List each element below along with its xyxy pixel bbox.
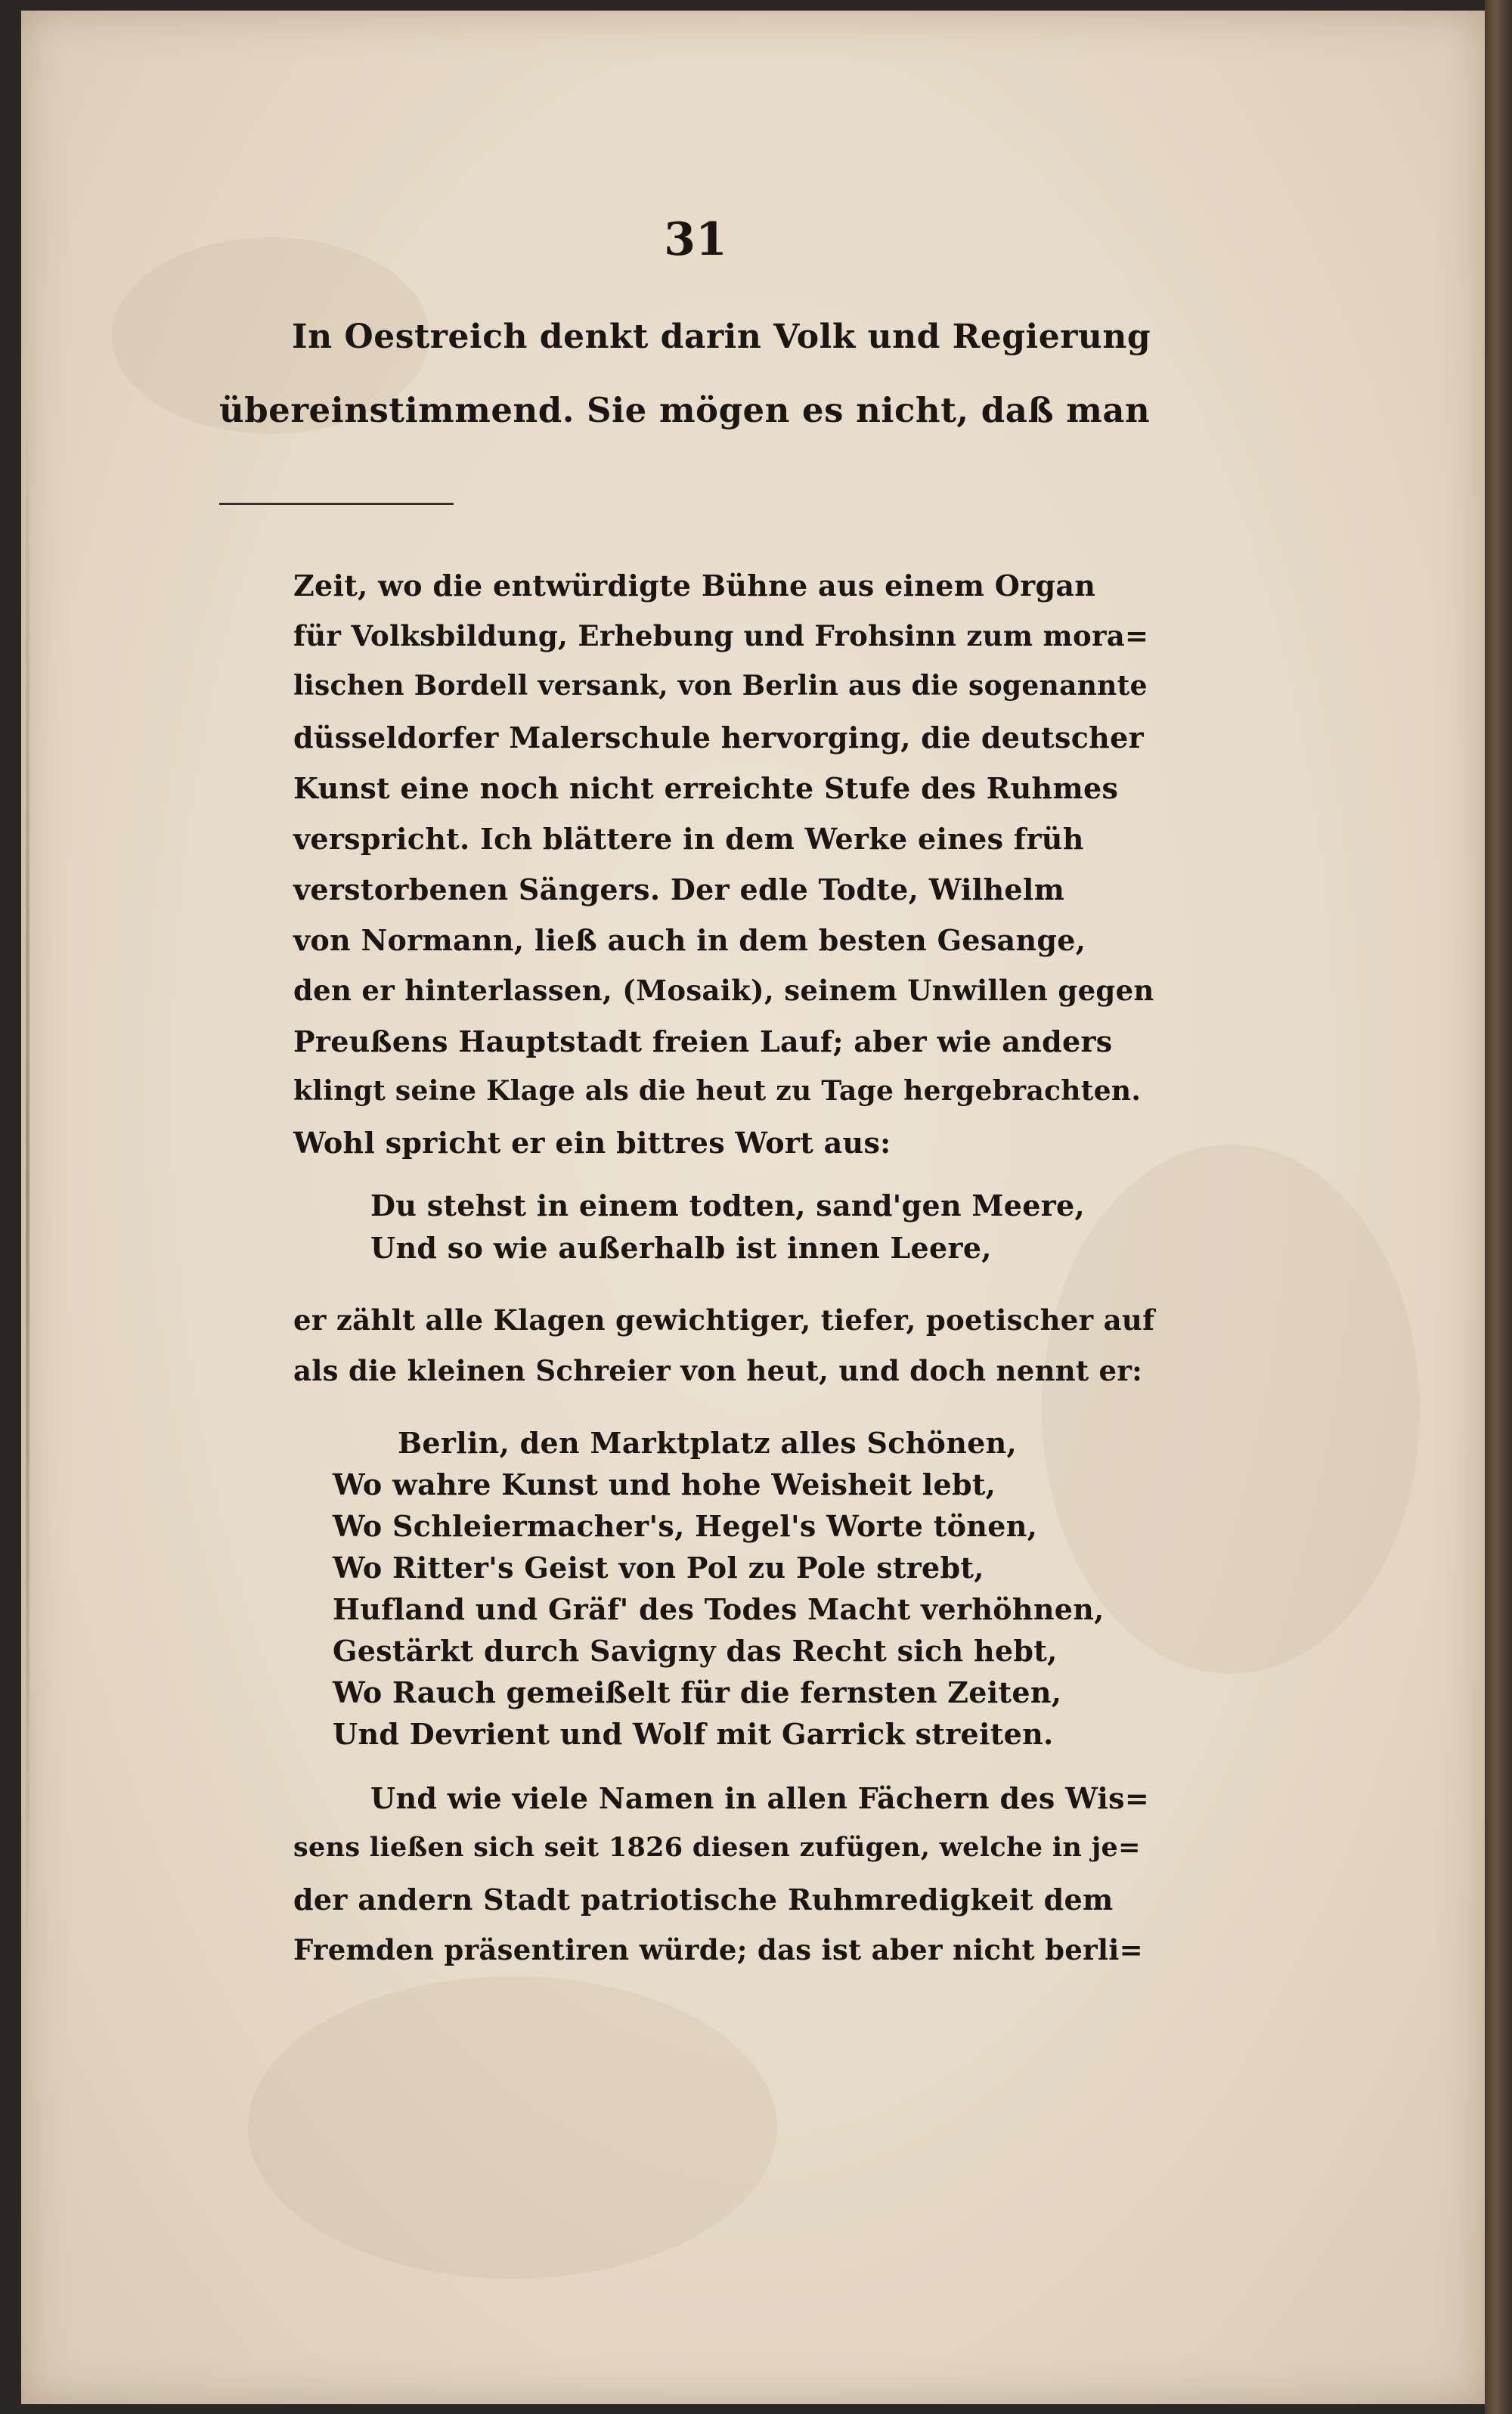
- text-line: düsseldorfer Malerschule hervorging, die deutscher: [293, 720, 1144, 755]
- text-line: klingt seine Klage als die heut zu Tage hergebrachten.: [293, 1075, 1142, 1107]
- footnote-separator: [219, 503, 454, 505]
- page-edge: [1485, 0, 1512, 2414]
- verse-line: Wo Ritter's Geist von Pol zu Pole strebt,: [333, 1551, 984, 1585]
- verse-line: Du stehst in einem todten, sand'gen Meere,: [370, 1188, 1086, 1222]
- text-line: Zeit, wo die entwürdigte Bühne aus einem Organ: [293, 569, 1096, 603]
- text-line: Wohl spricht er ein bittres Wort aus:: [293, 1126, 891, 1160]
- text-line: den er hinterlassen, (Mosaik), seinem Unwillen gegen: [293, 974, 1154, 1007]
- text-line: er zählt alle Klagen gewichtiger, tiefer, poetischer auf: [293, 1303, 1155, 1337]
- verse-line: Hufland und Gräf' des Todes Macht verhöhnen,: [333, 1592, 1105, 1626]
- verse-line: Und so wie außerhalb ist innen Leere,: [370, 1231, 992, 1265]
- text-line: Und wie viele Namen in allen Fächern des Wis=: [370, 1781, 1149, 1815]
- text-line: der andern Stadt patriotische Ruhmredigkeit dem: [293, 1883, 1114, 1917]
- text-line: als die kleinen Schreier von heut, und doch nennt er:: [293, 1354, 1143, 1387]
- text-line: für Volksbildung, Erhebung und Frohsinn zum mora=: [293, 619, 1149, 652]
- paper-stain: [248, 1976, 777, 2279]
- text-line: übereinstimmend. Sie mögen es nicht, daß man: [219, 390, 1151, 430]
- verse-line: Berlin, den Marktplatz alles Schönen,: [398, 1426, 1018, 1460]
- text-line: Fremden präsentiren würde; das ist aber nicht berli=: [293, 1933, 1143, 1966]
- text-line: lischen Bordell versank, von Berlin aus die sogenannte: [293, 670, 1148, 702]
- verse-line: Wo Rauch gemeißelt für die fernsten Zeiten,: [333, 1675, 1062, 1709]
- text-line: verstorbenen Sängers. Der edle Todte, Wilhelm: [293, 872, 1065, 906]
- binding-shadow: [26, 393, 29, 1981]
- text-line: sens ließen sich seit 1826 diesen zufügen, welche in je=: [293, 1832, 1141, 1863]
- text-line: Kunst eine noch nicht erreichte Stufe des Ruhmes: [293, 771, 1119, 805]
- text-line: In Oestreich denkt darin Volk und Regierung: [292, 318, 1151, 356]
- verse-line: Gestärkt durch Savigny das Recht sich hebt,: [333, 1634, 1058, 1668]
- verse-line: Wo Schleiermacher's, Hegel's Worte tönen,: [333, 1509, 1038, 1543]
- text-line: verspricht. Ich blättere in dem Werke eines früh: [293, 822, 1084, 856]
- verse-line: Wo wahre Kunst und hohe Weisheit lebt,: [333, 1467, 996, 1501]
- text-line: von Normann, ließ auch in dem besten Gesange,: [293, 923, 1086, 957]
- page-number: 31: [664, 213, 727, 266]
- verse-line: Und Devrient und Wolf mit Garrick streiten.: [333, 1717, 1054, 1751]
- text-line: Preußens Hauptstadt freien Lauf; aber wie anders: [293, 1024, 1113, 1058]
